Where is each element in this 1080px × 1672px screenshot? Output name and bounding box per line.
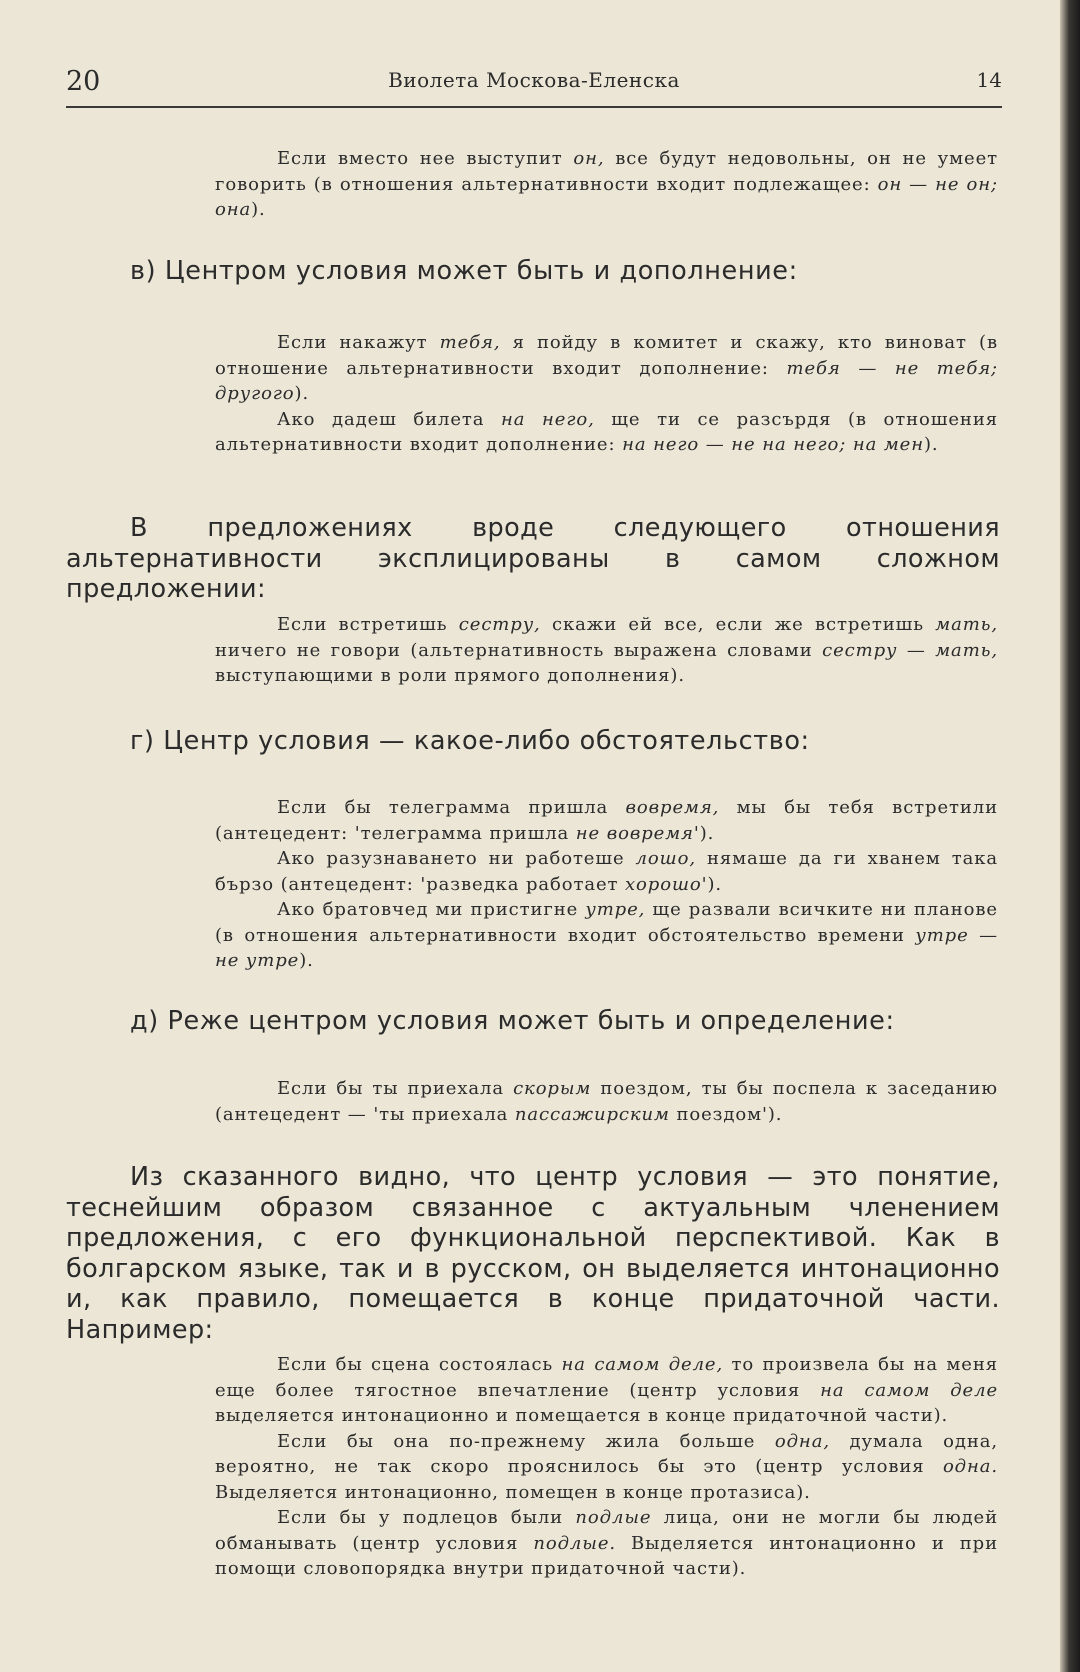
- example-paragraph: [215, 612, 998, 689]
- italic-run: пассажирским: [514, 1103, 670, 1125]
- text-run: я пойду в комитет и скажу, кто виноват (в отношение альтернативности входит дополнение:: [215, 332, 998, 379]
- section-number: 14: [976, 68, 1002, 92]
- heading-v: в) Центром условия может быть и дополнение:: [130, 256, 798, 286]
- example-block-1: [215, 146, 998, 223]
- example-paragraph: [215, 1076, 998, 1127]
- example-block-2: [215, 330, 998, 458]
- paragraph-1-text: В предложениях вроде следующего отношения альтернативности эксплицированы в самом сложном предложении:: [66, 513, 1000, 604]
- text-run: ще развали всичките ни планове (в отношения альтернативности входит обстоятельство времени: [215, 899, 998, 946]
- text-run: все будут недовольны, он не умеет говорить (в отношения альтернативности входит подлежащее:: [215, 148, 999, 195]
- example-block-4: [215, 795, 998, 974]
- text-run: Если бы сцена состоялась: [277, 1354, 562, 1375]
- italic-run: сестру — мать,: [822, 639, 998, 661]
- text-run: лица, они не могли бы людей обманывать (центр условия: [215, 1507, 998, 1554]
- text-run: Если бы телеграмма пришла: [277, 797, 626, 818]
- paragraph-1: [66, 513, 1000, 605]
- example-paragraph: [215, 146, 998, 223]
- text-run: поездом').: [669, 1103, 783, 1125]
- italic-run: на самом деле: [820, 1379, 998, 1401]
- text-run: нямаше да ги хванем така бързо (антецедент: 'разведка работает: [215, 848, 998, 895]
- heading-g: г) Центр условия — какое-либо обстоятельство:: [130, 726, 810, 756]
- text-run: ).: [294, 383, 310, 404]
- italic-run: на самом деле,: [561, 1354, 724, 1375]
- text-run: скажи ей все, если же встретишь: [540, 614, 936, 635]
- example-block-6: [215, 1352, 998, 1582]
- italic-run: на него — не на него; на мен: [622, 434, 924, 455]
- page-number: 20: [66, 66, 101, 97]
- text-run: поездом, ты бы поспела к заседанию (антецедент — 'ты приехала: [215, 1078, 998, 1125]
- text-run: Если бы у подлецов были: [277, 1507, 576, 1528]
- text-run: выделяется интонационно и помещается в конце придаточной части).: [215, 1405, 949, 1426]
- italic-run: лошо,: [635, 848, 696, 869]
- text-run: ').: [693, 822, 715, 844]
- text-run: ).: [299, 950, 314, 971]
- text-run: Выделяется интонационно и при помощи словопорядка внутри придаточной части).: [215, 1532, 998, 1579]
- italic-run: вовремя,: [625, 797, 720, 818]
- italic-run: тебя — не тебя; другого: [215, 357, 998, 404]
- italic-run: он,: [573, 148, 605, 169]
- example-paragraph: [215, 1429, 998, 1506]
- text-run: ').: [701, 873, 723, 895]
- example-paragraph: [215, 407, 998, 458]
- example-paragraph: [215, 795, 998, 846]
- italic-run: хорошо: [625, 873, 702, 895]
- italic-run: скорым: [513, 1078, 592, 1099]
- text-run: Если бы ты приехала: [277, 1078, 514, 1099]
- text-run: Если бы она по-прежнему жила больше: [277, 1430, 775, 1452]
- text-run: Ако разузнаването ни работеше: [277, 848, 636, 869]
- text-run: мы бы тебя встретили (антецедент: 'телеграмма пришла: [215, 797, 998, 844]
- example-block-3: [215, 612, 998, 689]
- example-block-5: [215, 1076, 998, 1127]
- example-paragraph: [215, 330, 998, 407]
- text-run: Выделяется интонационно, помещен в конце протазиса).: [215, 1481, 811, 1503]
- example-paragraph: [215, 1352, 998, 1429]
- page-header: [66, 62, 1002, 98]
- italic-run: он — не он; она: [215, 173, 998, 220]
- italic-run: подлые.: [533, 1532, 616, 1554]
- text-run: Ако дадеш билета: [277, 408, 502, 430]
- text-run: выступающими в роли прямого дополнения).: [215, 665, 685, 686]
- text-run: ).: [923, 434, 939, 455]
- text-run: ще ти се разсърдя (в отношения альтернативности входит дополнение:: [215, 408, 998, 455]
- text-run: то произвела бы на меня еще более тягостное впечатление (центр условия: [215, 1354, 998, 1401]
- text-run: ничего не говори (альтернативность выражена словами: [215, 639, 823, 661]
- running-head: Виолета Москова-Еленска: [388, 68, 680, 92]
- italic-run: подлые: [575, 1507, 652, 1528]
- text-run: ).: [251, 199, 266, 220]
- italic-run: утре,: [585, 899, 646, 920]
- italic-run: на него,: [501, 408, 595, 430]
- paragraph-2-text: Из сказанного видно, что центр условия — это понятие, теснейшим образом связанное с актуальным членением предложения, с его функциональной перспективой. Как в болгарском языке, так и в русском, он выделяется интонационно и, как правило, помещается в конце придаточной части. Например:: [66, 1162, 1000, 1345]
- text-run: Если вместо нее выступит: [277, 148, 574, 169]
- text-run: Если накажут: [277, 332, 440, 353]
- italic-run: мать,: [935, 614, 998, 635]
- text-run: думала одна, вероятно, не так скоро прояснилось бы это (центр условия: [215, 1430, 998, 1477]
- italic-run: не вовремя: [575, 822, 694, 844]
- text-run: Если встретишь: [277, 614, 459, 635]
- italic-run: сестру,: [458, 614, 541, 635]
- italic-run: утре — не утре: [215, 924, 998, 971]
- example-paragraph: [215, 897, 998, 974]
- italic-run: тебя,: [439, 332, 501, 353]
- header-rule: [66, 106, 1002, 108]
- italic-run: одна,: [774, 1430, 830, 1452]
- italic-run: одна.: [942, 1456, 998, 1477]
- book-spine-edge: [1060, 0, 1080, 1672]
- example-paragraph: [215, 846, 998, 897]
- example-paragraph: [215, 1505, 998, 1582]
- text-run: Ако братовчед ми пристигне: [277, 899, 586, 920]
- heading-d: д) Реже центром условия может быть и определение:: [130, 1006, 895, 1036]
- paragraph-2: [66, 1162, 1000, 1345]
